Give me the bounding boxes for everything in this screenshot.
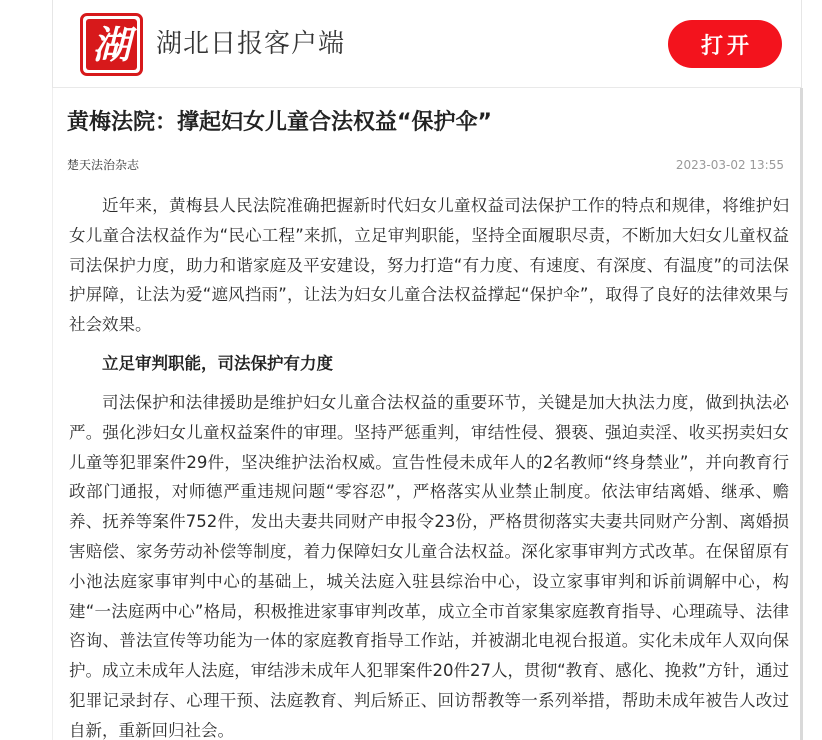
article-title: 黄梅法院：撑起妇女儿童合法权益“保护伞” [67,110,492,135]
app-header [52,0,802,88]
article-datetime: 2023-03-02 13:55 [675,158,784,172]
app-logo-icon[interactable] [80,13,143,76]
scrollbar[interactable] [800,88,803,740]
article-source[interactable]: 楚天法治杂志 [67,158,140,172]
article-paragraph: 近年来，黄梅县人民法院准确把握新时代妇女儿童权益司法保护工作的特点和规律，将维护妇女儿童合法权益作为“民心工程”来抓，立足审判职能，坚持全面履职尽责，不断加大妇女儿童权益司法保护力度，助力和谐家庭及平安建设，努力打造“有力度、有速度、有深度、有温度”的司法保护屏障，让法为爱“遮风挡雨”，让法为妇女儿童合法权益撑起“保护伞”，取得了良好的法律效果与社会效果。 [69,196,789,335]
section-heading: 立足审判职能，司法保护有力度 [102,353,333,373]
article [52,88,802,740]
logo-glyph: 湖 [86,19,137,70]
app-name: 湖北日报客户端 [156,29,346,59]
open-app-button[interactable]: 打开 [668,20,782,68]
article-body [69,191,789,740]
article-paragraph: 司法保护和法律援助是维护妇女儿童合法权益的重要环节，关键是加大执法力度，做到执法必严。强化涉妇女儿童权益案件的审理。坚持严惩重判，审结性侵、猥亵、强迫卖淫、收买拐卖妇女儿童等犯罪案件29件，坚决维护法治权威。宣告性侵未成年人的2名教师“终身禁业”，并向教育行政部门通报，对师德严重违规问题“零容忍”，严格落实从业禁止制度。依法审结离婚、继承、赡养、抚养等案件752件，发出夫妻共同财产申报令23份，严格贯彻落实夫妻共同财产分割、离婚损害赔偿、家务劳动补偿等制度，着力保障妇女儿童合法权益。深化家事审判方式改革。在保留原有小池法庭家事审判中心的基础上，城关法庭入驻县综治中心，设立家事审判和诉前调解中心，构建“一法庭两中心”格局，积极推进家事审判改革，成立全市首家集家庭教育指导、心理疏导、法律咨询、普法宣传等功能为一体的家庭教育指导工作站，并被湖北电视台报道。实化未成年人双向保护。成立未成年人法庭，审结涉未成年人犯罪案件20件27人，贯彻“教育、感化、挽救”方针，通过犯罪记录封存、心理干预、法庭教育、判后矫正、回访帮教等一系列举措，帮助未成年被告人改过自新，重新回归社会。 [69,392,789,740]
